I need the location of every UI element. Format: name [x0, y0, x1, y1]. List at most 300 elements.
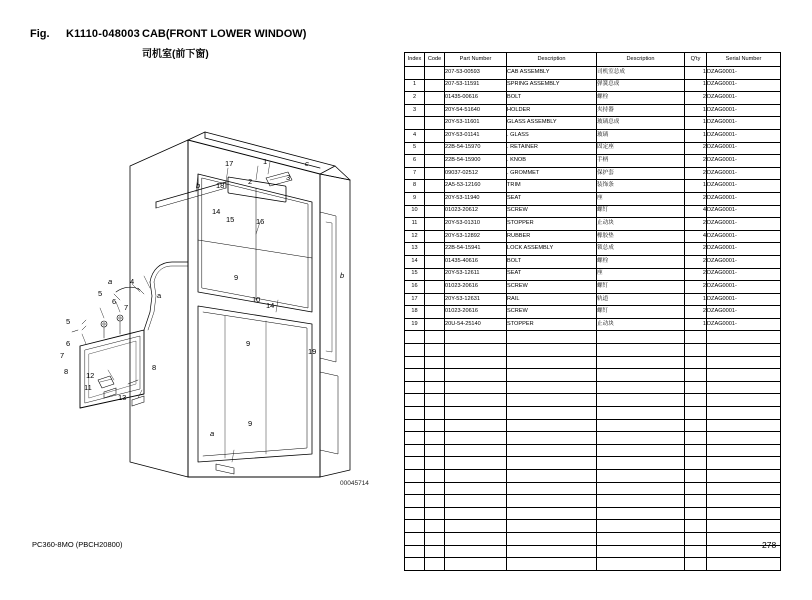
callout-b2: b	[340, 271, 345, 280]
cell-qty: 1	[685, 318, 707, 331]
cell-empty	[685, 520, 707, 533]
callout-b: b	[196, 181, 201, 190]
cell-desc: SCREW	[507, 205, 597, 218]
cell-empty	[685, 470, 707, 483]
cell-desc2: 止动块	[597, 218, 685, 231]
cell-empty	[405, 457, 425, 470]
cell-qty: 2	[685, 155, 707, 168]
cell-desc2: 螺钉	[597, 306, 685, 319]
cell-serial: DZAG0001-	[707, 255, 781, 268]
cell-index: 7	[405, 167, 425, 180]
cell-empty	[405, 470, 425, 483]
cell-empty	[685, 495, 707, 508]
cell-empty	[597, 394, 685, 407]
cell-empty	[425, 381, 445, 394]
cell-empty	[707, 356, 781, 369]
page-title-cn: 司机室(前下窗)	[142, 49, 209, 60]
cell-empty	[597, 331, 685, 344]
cell-code	[425, 306, 445, 319]
callout-14: 14	[266, 301, 275, 310]
cell-empty	[685, 432, 707, 445]
cell-empty	[425, 432, 445, 445]
table-row	[405, 205, 781, 218]
cell-desc2: 止动块	[597, 318, 685, 331]
cell-desc2: 固定座	[597, 142, 685, 155]
cell-empty	[405, 432, 425, 445]
cell-serial: DZAG0001-	[707, 218, 781, 231]
table-row	[405, 155, 781, 168]
cell-desc2: 座	[597, 192, 685, 205]
table-row-empty	[405, 470, 781, 483]
cell-empty	[685, 507, 707, 520]
cell-empty	[445, 532, 507, 545]
cell-desc: CAB ASSEMBLY	[507, 67, 597, 80]
cell-index: 14	[405, 255, 425, 268]
cell-desc: . GROMMET	[507, 167, 597, 180]
table-row	[405, 167, 781, 180]
callout-16: 16	[256, 217, 265, 226]
cell-desc: TRIM	[507, 180, 597, 193]
cell-desc: RAIL	[507, 293, 597, 306]
drawing-number: 00045714	[340, 480, 369, 487]
cell-desc2: 弹簧总成	[597, 79, 685, 92]
cell-serial: DZAG0001-	[707, 180, 781, 193]
cell-index: 3	[405, 104, 425, 117]
parts-table-container	[404, 52, 780, 532]
cell-part: 09037-02512	[445, 167, 507, 180]
figure-code: K1110-048003	[66, 28, 140, 40]
table-row	[405, 243, 781, 256]
cell-empty	[405, 344, 425, 357]
cell-empty	[445, 344, 507, 357]
cell-empty	[405, 558, 425, 571]
table-row	[405, 129, 781, 142]
cell-desc2: 螺钉	[597, 281, 685, 294]
cell-code	[425, 79, 445, 92]
cell-empty	[507, 356, 597, 369]
cell-desc2: 手柄	[597, 155, 685, 168]
cell-empty	[445, 432, 507, 445]
cell-serial: DZAG0001-	[707, 306, 781, 319]
table-row	[405, 192, 781, 205]
cell-empty	[445, 331, 507, 344]
cell-empty	[405, 495, 425, 508]
cell-part: 20U-54-25140	[445, 318, 507, 331]
table-row	[405, 268, 781, 281]
cell-code	[425, 104, 445, 117]
cell-qty: 2	[685, 255, 707, 268]
cell-empty	[685, 344, 707, 357]
col-header-description-cn: Description	[597, 53, 685, 67]
cell-empty	[405, 482, 425, 495]
cell-empty	[405, 520, 425, 533]
cell-qty: 2	[685, 281, 707, 294]
cell-empty	[707, 394, 781, 407]
callout-8: 8	[64, 367, 69, 376]
cell-desc2: 螺栓	[597, 255, 685, 268]
table-row	[405, 67, 781, 80]
cell-empty	[507, 532, 597, 545]
callout-9b: 9	[246, 339, 251, 348]
cell-empty	[405, 381, 425, 394]
cell-empty	[405, 444, 425, 457]
cell-empty	[405, 532, 425, 545]
cell-empty	[445, 558, 507, 571]
callout-8b: 8	[152, 363, 157, 372]
cell-empty	[507, 558, 597, 571]
cell-empty	[597, 407, 685, 420]
cell-empty	[405, 545, 425, 558]
table-row	[405, 230, 781, 243]
cell-empty	[597, 558, 685, 571]
cell-empty	[685, 394, 707, 407]
table-row	[405, 180, 781, 193]
cell-empty	[507, 545, 597, 558]
cell-empty	[597, 444, 685, 457]
cell-empty	[445, 369, 507, 382]
callout-6b: 6	[66, 339, 71, 348]
cell-desc: . RETAINER	[507, 142, 597, 155]
cell-serial: DZAG0001-	[707, 192, 781, 205]
col-header-description: Description	[507, 53, 597, 67]
cell-empty	[707, 495, 781, 508]
cell-empty	[507, 432, 597, 445]
table-row-empty	[405, 495, 781, 508]
cell-desc2: 橡胶垫	[597, 230, 685, 243]
cell-desc: BOLT	[507, 255, 597, 268]
cell-empty	[597, 495, 685, 508]
cell-index: 4	[405, 129, 425, 142]
cell-empty	[707, 444, 781, 457]
cell-desc2: 螺钉	[597, 205, 685, 218]
cell-serial: DZAG0001-	[707, 129, 781, 142]
cell-empty	[597, 532, 685, 545]
cell-serial: DZAG0001-	[707, 230, 781, 243]
cell-empty	[685, 419, 707, 432]
callout-6: 6	[112, 297, 117, 306]
cell-empty	[507, 394, 597, 407]
cell-empty	[425, 507, 445, 520]
callout-7: 7	[124, 303, 129, 312]
cell-qty: 1	[685, 129, 707, 142]
cell-desc: BOLT	[507, 92, 597, 105]
cell-code	[425, 318, 445, 331]
cell-code	[425, 243, 445, 256]
cell-empty	[445, 394, 507, 407]
cell-part: 2A5-53-12160	[445, 180, 507, 193]
cell-empty	[685, 482, 707, 495]
cell-empty	[597, 356, 685, 369]
cell-serial: DZAG0001-	[707, 104, 781, 117]
cell-index: 10	[405, 205, 425, 218]
table-row	[405, 117, 781, 130]
cell-code	[425, 92, 445, 105]
cell-empty	[405, 407, 425, 420]
cell-index: 13	[405, 243, 425, 256]
cell-qty: 2	[685, 243, 707, 256]
callout-10: 10	[252, 295, 261, 304]
cell-empty	[597, 432, 685, 445]
table-row-empty	[405, 457, 781, 470]
cell-qty: 4	[685, 205, 707, 218]
cell-qty: 2	[685, 306, 707, 319]
cell-code	[425, 117, 445, 130]
cell-index	[405, 67, 425, 80]
cell-part: 01023-20612	[445, 205, 507, 218]
col-header-serial-number: Serial Number	[707, 53, 781, 67]
cell-empty	[685, 369, 707, 382]
cell-empty	[507, 470, 597, 483]
cell-empty	[685, 407, 707, 420]
callout-5: 5	[66, 317, 71, 326]
cell-part: 20Y-53-11601	[445, 117, 507, 130]
cell-empty	[445, 520, 507, 533]
callout-3: 3	[286, 173, 291, 182]
cell-index: 6	[405, 155, 425, 168]
cell-index: 9	[405, 192, 425, 205]
cell-empty	[445, 470, 507, 483]
cell-code	[425, 67, 445, 80]
cell-desc: . KNOB	[507, 155, 597, 168]
cell-empty	[507, 457, 597, 470]
cell-code	[425, 255, 445, 268]
cell-empty	[425, 470, 445, 483]
cell-index: 1	[405, 79, 425, 92]
cell-part: 20Y-53-01141	[445, 129, 507, 142]
cell-empty	[597, 419, 685, 432]
cell-index: 8	[405, 180, 425, 193]
cell-empty	[597, 482, 685, 495]
cell-qty: 1	[685, 180, 707, 193]
cell-code	[425, 167, 445, 180]
cell-empty	[707, 381, 781, 394]
cell-empty	[507, 344, 597, 357]
cell-part: 20Y-53-12611	[445, 268, 507, 281]
cell-empty	[405, 331, 425, 344]
cell-empty	[445, 495, 507, 508]
cell-part: 22B-54-15900	[445, 155, 507, 168]
callout-18: 18	[216, 181, 225, 190]
cell-code	[425, 281, 445, 294]
table-row-empty	[405, 394, 781, 407]
cell-part: 20Y-53-11940	[445, 192, 507, 205]
cell-empty	[597, 545, 685, 558]
cell-part: 207-53-00593	[445, 67, 507, 80]
cell-index: 11	[405, 218, 425, 231]
cell-code	[425, 180, 445, 193]
cell-part: 01023-20616	[445, 281, 507, 294]
cell-empty	[707, 419, 781, 432]
cell-desc2: 玻璃	[597, 129, 685, 142]
table-row-empty	[405, 482, 781, 495]
cell-empty	[707, 369, 781, 382]
callout-a: a	[108, 277, 113, 286]
cell-qty: 2	[685, 218, 707, 231]
callout-2: 2	[248, 177, 253, 186]
cell-desc2: 玻璃总成	[597, 117, 685, 130]
parts-table-body	[405, 67, 781, 571]
cell-desc: RUBBER	[507, 230, 597, 243]
cell-empty	[597, 470, 685, 483]
cell-qty: 4	[685, 230, 707, 243]
cell-empty	[405, 419, 425, 432]
cell-empty	[405, 369, 425, 382]
cell-code	[425, 268, 445, 281]
cell-qty: 1	[685, 104, 707, 117]
cell-desc: SEAT	[507, 268, 597, 281]
table-row	[405, 281, 781, 294]
cell-empty	[507, 507, 597, 520]
cell-serial: DZAG0001-	[707, 268, 781, 281]
cell-desc: LOCK ASSEMBLY	[507, 243, 597, 256]
table-row-empty	[405, 419, 781, 432]
col-header-qty: Q'ty	[685, 53, 707, 67]
cell-empty	[685, 356, 707, 369]
cell-part: 20Y-53-12631	[445, 293, 507, 306]
cell-empty	[685, 457, 707, 470]
cell-empty	[707, 432, 781, 445]
col-header-index: Index	[405, 53, 425, 67]
table-row	[405, 218, 781, 231]
table-row-empty	[405, 545, 781, 558]
cell-desc: SEAT	[507, 192, 597, 205]
cell-index: 15	[405, 268, 425, 281]
callout-9c: 9	[234, 273, 239, 282]
cell-code	[425, 155, 445, 168]
cell-serial: DZAG0001-	[707, 67, 781, 80]
cell-desc2: 夹持器	[597, 104, 685, 117]
cell-desc: SCREW	[507, 306, 597, 319]
cell-desc: HOLDER	[507, 104, 597, 117]
assembly-drawing	[20, 62, 400, 532]
callout-9d: 9	[248, 419, 253, 428]
table-row-empty	[405, 444, 781, 457]
cell-empty	[425, 444, 445, 457]
cell-serial: DZAG0001-	[707, 281, 781, 294]
table-row	[405, 142, 781, 155]
cell-empty	[425, 394, 445, 407]
cell-part: 20Y-53-12892	[445, 230, 507, 243]
callout-19b: 19	[308, 347, 317, 356]
figure-label: Fig.	[30, 28, 50, 40]
cell-empty	[405, 356, 425, 369]
cell-empty	[685, 532, 707, 545]
callout-4: 4	[130, 277, 135, 286]
callout-1: 1	[263, 157, 268, 166]
cell-empty	[425, 532, 445, 545]
cell-code	[425, 230, 445, 243]
cell-desc2: 螺栓	[597, 92, 685, 105]
callout-13: 13	[118, 393, 127, 402]
cell-code	[425, 142, 445, 155]
model-label: PC360-8MO (PBCH20800)	[32, 540, 123, 549]
cell-empty	[445, 507, 507, 520]
cell-serial: DZAG0001-	[707, 79, 781, 92]
page-title: CAB(FRONT LOWER WINDOW)	[142, 28, 307, 40]
cell-empty	[597, 520, 685, 533]
cell-serial: DZAG0001-	[707, 318, 781, 331]
cell-empty	[425, 331, 445, 344]
cell-part: 20Y-53-01310	[445, 218, 507, 231]
cell-empty	[597, 344, 685, 357]
cell-qty: 2	[685, 192, 707, 205]
table-row-empty	[405, 344, 781, 357]
table-row-empty	[405, 331, 781, 344]
cell-desc2: 轨道	[597, 293, 685, 306]
cell-empty	[425, 356, 445, 369]
cell-desc2: 司机室总成	[597, 67, 685, 80]
table-row-empty	[405, 507, 781, 520]
cell-index: 5	[405, 142, 425, 155]
cell-empty	[597, 369, 685, 382]
table-row-empty	[405, 432, 781, 445]
cell-empty	[707, 407, 781, 420]
cell-empty	[425, 558, 445, 571]
cell-empty	[507, 444, 597, 457]
cell-part: 01023-20616	[445, 306, 507, 319]
cell-empty	[425, 520, 445, 533]
cell-qty: 2	[685, 268, 707, 281]
cell-serial: DZAG0001-	[707, 117, 781, 130]
table-row-empty	[405, 381, 781, 394]
col-header-part-number: Part Number	[445, 53, 507, 67]
cell-desc2: 锁总成	[597, 243, 685, 256]
cell-desc: SPRING ASSEMBLY	[507, 79, 597, 92]
cell-desc: . GLASS	[507, 129, 597, 142]
col-header-code: Code	[425, 53, 445, 67]
cell-qty: 1	[685, 293, 707, 306]
table-row-empty	[405, 369, 781, 382]
table-row-empty	[405, 407, 781, 420]
cell-part: 01435-00616	[445, 92, 507, 105]
cell-code	[425, 293, 445, 306]
cell-serial: DZAG0001-	[707, 92, 781, 105]
cell-empty	[425, 545, 445, 558]
table-row	[405, 306, 781, 319]
callout-c: c	[305, 159, 309, 168]
cell-desc: GLASS ASSEMBLY	[507, 117, 597, 130]
cell-empty	[507, 331, 597, 344]
parts-table	[404, 52, 781, 571]
callout-a2: a	[157, 291, 162, 300]
cell-part: 01435-40616	[445, 255, 507, 268]
cell-empty	[507, 495, 597, 508]
cell-empty	[425, 495, 445, 508]
cell-empty	[707, 507, 781, 520]
cell-desc2: 装饰条	[597, 180, 685, 193]
cell-serial: DZAG0001-	[707, 155, 781, 168]
cell-serial: DZAG0001-	[707, 167, 781, 180]
cell-qty: 1	[685, 79, 707, 92]
cell-qty: 1	[685, 117, 707, 130]
cell-empty	[685, 381, 707, 394]
cell-code	[425, 205, 445, 218]
table-row-empty	[405, 356, 781, 369]
table-row	[405, 92, 781, 105]
cell-serial: DZAG0001-	[707, 293, 781, 306]
cell-code	[425, 218, 445, 231]
cell-empty	[707, 457, 781, 470]
cell-empty	[707, 331, 781, 344]
cell-index: 2	[405, 92, 425, 105]
cell-empty	[707, 344, 781, 357]
cell-qty: 1	[685, 67, 707, 80]
cell-empty	[445, 545, 507, 558]
table-row-empty	[405, 558, 781, 571]
cell-empty	[707, 520, 781, 533]
cell-empty	[507, 419, 597, 432]
cell-part: 207-53-11591	[445, 79, 507, 92]
